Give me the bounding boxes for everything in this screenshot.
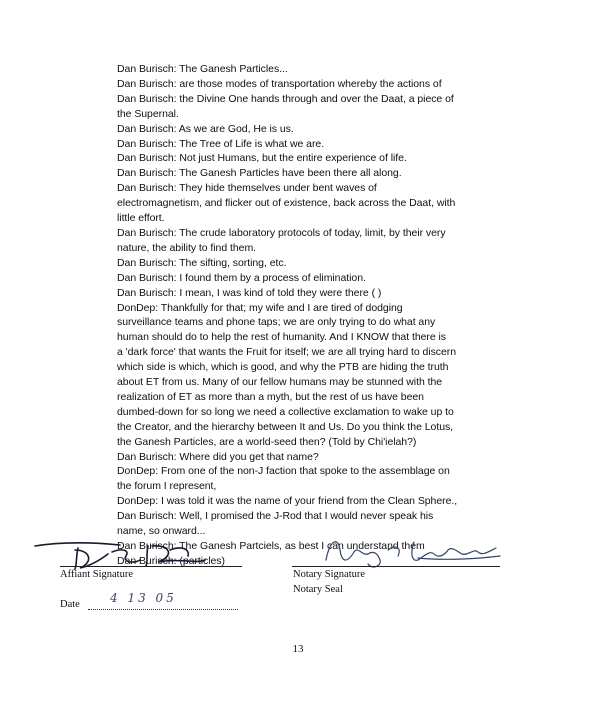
transcript-line: little effort. xyxy=(117,212,165,225)
transcript-line: human should do to help the rest of humanity. And I KNOW that there is xyxy=(117,331,446,344)
transcript-line: nature, the ability to find them. xyxy=(117,241,257,254)
affidavit-transcript xyxy=(117,62,517,569)
transcript-line: Dan Burisch: Where did you get that name? xyxy=(117,450,319,463)
transcript-line: Dan Burisch: The sifting, sorting, etc. xyxy=(117,256,287,269)
transcript-line: surveillance teams and phone taps; we are only trying to do what any xyxy=(117,316,436,329)
transcript-line: DonDep: I was told it was the name of your friend from the Clean Sphere., xyxy=(117,495,458,508)
transcript-line: about ET from us. Many of our fellow humans may be stunned with the xyxy=(117,376,443,389)
transcript-line: Dan Burisch: Not just Humans, but the entire experience of life. xyxy=(117,152,407,165)
date-label: Date xyxy=(60,599,80,610)
transcript-line: Dan Burisch: As we are God, He is us. xyxy=(117,122,294,135)
transcript-line: dumbed-down for so long we need a collective exclamation to wake up to xyxy=(117,405,454,418)
transcript-line: Dan Burisch: The Ganesh Partciels, as best I can understand them xyxy=(117,540,425,552)
transcript-line: the Ganesh Particles, are a world-seed then? (Told by Chi'ielah?) xyxy=(117,435,417,448)
transcript-line: Dan Burisch: The crude laboratory protocols of today, limit, by their very xyxy=(117,226,446,239)
transcript-line: Dan Burisch: I found them by a process of elimination. xyxy=(117,271,366,284)
transcript-line: Dan Burisch: are those modes of transportation whereby the actions of xyxy=(117,77,442,90)
notary-signature-line xyxy=(292,566,500,567)
transcript-line: Dan Burisch: I mean, I was kind of told they were there ( ) xyxy=(117,286,382,299)
transcript-line: Dan Burisch: the Divine One hands through and over the Daat, a piece of xyxy=(117,92,454,105)
transcript-line: Dan Burisch: They hide themselves under bent waves of xyxy=(117,182,377,195)
transcript-line: a 'dark force' that wants the Fruit for itself; we are all trying hard to discern xyxy=(117,346,457,359)
transcript-line: electromagnetism, and flicker out of existence, back across the Daat, with xyxy=(117,197,456,210)
affiant-signature-line xyxy=(60,566,242,567)
transcript-line: DonDep: Thankfully for that; my wife and I are tired of dodging xyxy=(117,301,403,314)
transcript-line: Dan Burisch: Well, I promised the J-Rod that I would never speak his xyxy=(117,510,434,523)
page-number: 13 xyxy=(292,643,304,655)
transcript-line: Dan Burisch: The Ganesh Particles... xyxy=(117,63,288,75)
transcript-line: which side is which, which is good, and why the PTB are hiding the truth xyxy=(117,361,449,374)
transcript-line: the forum I represent, xyxy=(117,480,217,493)
transcript-line: the Supernal. xyxy=(117,107,179,120)
transcript-line: DonDep: From one of the non-J faction that spoke to the assemblage on xyxy=(117,465,450,478)
notary-seal-label: Notary Seal xyxy=(293,584,343,595)
transcript-line: the Creator, and the hierarchy between It and Us. Do you think the Lotus, xyxy=(117,420,454,433)
notary-signature-label: Notary Signature xyxy=(293,569,366,580)
transcript-line: realization of ET as more than a myth, but the rest of us have been xyxy=(117,390,424,403)
date-handwritten: 4 13 05 xyxy=(110,591,177,605)
date-line xyxy=(88,609,238,610)
transcript-line: Dan Burisch: The Tree of Life is what we are. xyxy=(117,137,325,150)
transcript-line: name, so onward... xyxy=(117,525,206,538)
transcript-line: Dan Burisch: The Ganesh Particles have been there all along. xyxy=(117,167,402,180)
affiant-signature-label: Affiant Signature xyxy=(60,569,133,580)
transcript-line: Dan Burisch: (particles) xyxy=(117,554,225,567)
